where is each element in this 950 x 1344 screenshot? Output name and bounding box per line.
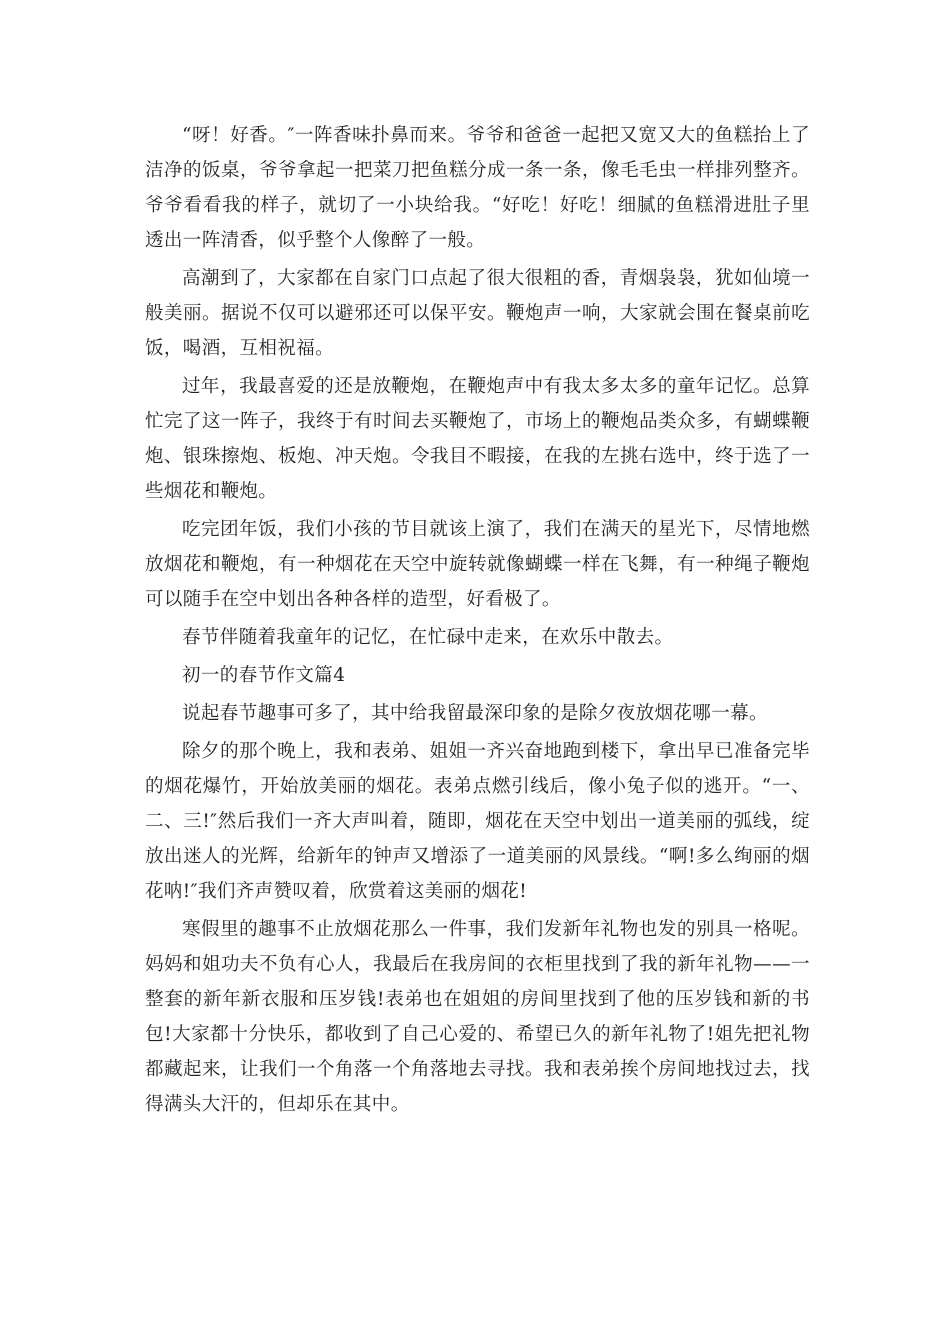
paragraph-gifts: 寒假里的趣事不止放烟花那么一件事，我们发新年礼物也发的别具一格呢。妈妈和姐功夫不负有心人，我最后在我房间的衣柜里找到了我的新年礼物——一整套的新年新衣服和压岁钱!表弟也在姐姐的房间里找到了他的压岁钱和新的书包!大家都十分快乐，都收到了自己心爱的、希望已久的新年礼物了!姐先把礼物都藏起来，让我们一个角落一个角落地去寻找。我和表弟挨个房间地找过去，找得满头大汗的，但却乐在其中。 [145, 919, 810, 1115]
document-body [145, 118, 810, 1125]
paragraph-childhood-memory: 春节伴随着我童年的记忆，在忙碌中走来，在欢乐中散去。 [182, 627, 674, 648]
paragraph-intro: 说起春节趣事可多了，其中给我留最深印象的是除夕夜放烟花哪一幕。 [182, 703, 768, 724]
paragraph-reunion-dinner: 吃完团年饭，我们小孩的节目就该上演了，我们在满天的星光下，尽情地燃放烟花和鞭炮，有一种烟花在天空中旋转就像蝴蝶一样在飞舞，有一种绳子鞭炮可以随手在空中划出各种各样的造型，好看极了。 [145, 519, 810, 610]
paragraph-new-year-eve: 除夕的那个晚上，我和表弟、姐姐一齐兴奋地跑到楼下，拿出早已准备完毕的烟花爆竹，开始放美丽的烟花。表弟点燃引线后，像小兔子似的逃开。“一、二、三!″然后我们一齐大声叫着，随即，烟花在天空中划出一道美丽的弧线，绽放出迷人的光辉，给新年的钟声又增添了一道美丽的风景线。“啊!多么绚丽的烟花呐!″我们齐声赞叹着，欣赏着这美丽的烟花! [145, 741, 810, 902]
paragraph-firecrackers: 过年，我最喜爱的还是放鞭炮，在鞭炮声中有我太多太多的童年记忆。总算忙完了这一阵子，我终于有时间去买鞭炮了，市场上的鞭炮品类众多，有蝴蝶鞭炮、银珠擦炮、板炮、冲天炮。令我目不暇接，在我的左挑右选中，终于选了一些烟花和鞭炮。 [145, 376, 810, 502]
paragraph-incense: 高潮到了，大家都在自家门口点起了很大很粗的香，青烟袅袅，犹如仙境一般美丽。据说不仅可以避邪还可以保平安。鞭炮声一响，大家就会围在餐桌前吃饭，喝酒，互相祝福。 [145, 268, 810, 359]
section-heading: 初一的春节作文篇4 [182, 665, 346, 686]
paragraph-fish-cake: “呀！好香。″一阵香味扑鼻而来。爷爷和爸爸一起把又宽又大的鱼糕抬上了洁净的饭桌，爷爷拿起一把菜刀把鱼糕分成一条一条，像毛毛虫一样排列整齐。爷爷看看我的样子，就切了一小块给我。“好吃！好吃！细腻的鱼糕滑进肚子里透出一阵清香，似乎整个人像醉了一般。 [145, 125, 810, 251]
